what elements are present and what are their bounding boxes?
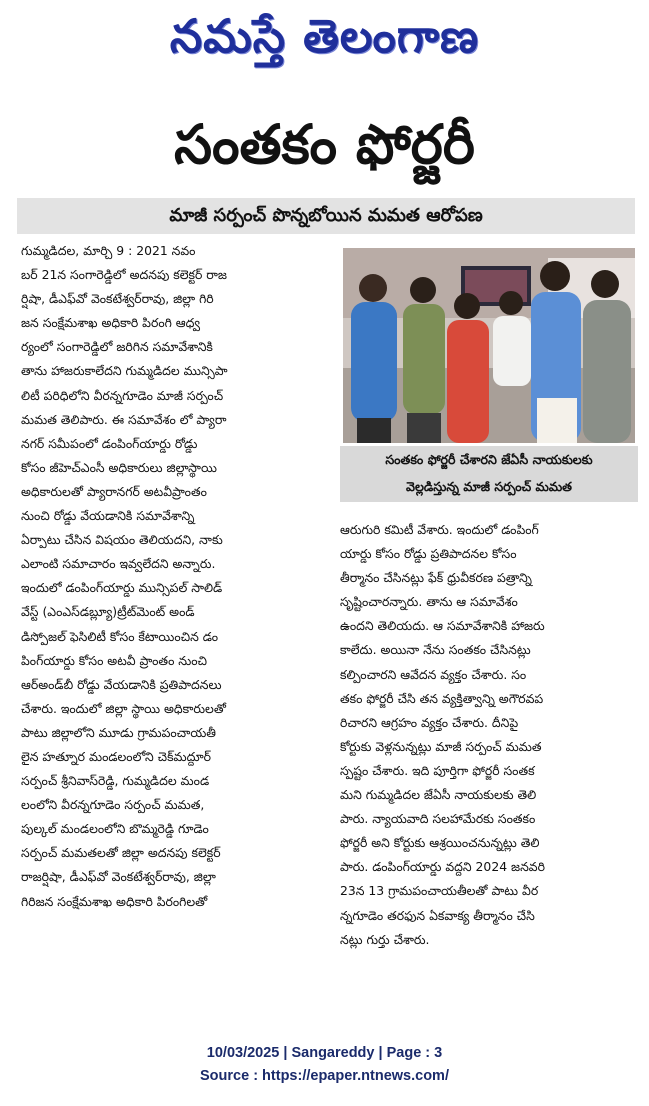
left-column-text: గుమ్మడిదల, మార్చి 9 : 2021 నవం బర్ 21న సంగారెడ్డిలో అదనపు కలెక్టర్ రాజ ర్షిషా, డీఎఫ్‌వో వెంకటేశ్వర్‌రావు, జిల్లా గిరి జన సంక్షేమశాఖ అధికారి పిరంగి ఆధ్వ ర్యంలో సంగారెడ్డిలో జరిగిన సమావేశానికి తాను హాజరుకాలేదని గుమ్మడిదల మున్సిపా లిటీ పరిధిలోని వీరన్నగూడెం మాజీ సర్పంచ్ మమత తెలిపారు. ఈ సమావేశం లో ప్యారా నగర్ సమీపంలో డంపింగ్‌యార్డు రోడ్డు కోసం జీహెచ్‌ఎంసీ అధికారులు జిల్లాస్థాయి అధికారులతో ప్యారానగర్ అటవీప్రాంతం నుంచి రోడ్డు వేయడానికి సమావేశాన్ని ఏర్పాటు చేసిన విషయం తెలియదని, నాకు ఎలాంటి సమాచారం ఇవ్వలేదని అన్నారు. ఇందులో డంపింగ్‌యార్డు మున్సిపల్ సాలిడ్ వేస్ట్ (ఎంఎస్‌డబ్ల్యూ)ట్రీట్‌మెంట్ అండ్ డిస్పోజల్ ఫెసిలిటీ కోసం కేటాయించిన డం పింగ్‌యార్డు కోసం అటవీ ప్రాంతం నుంచి ఆర్‌అండ్‌బీ రోడ్డు వేయడానికి ప్రతిపాదనలు చేశారు. ఇందులో జిల్లా స్థాయి అధికారులతో పాటు జిల్లాలోని మూడు గ్రామపంచాయతీ లైన హత్నూర మండలంలోని చెక్‌మద్దూర్ సర్పంచ్ శ్రీనివాస్‌రెడ్డి, గుమ్మడిదల మండ లంలోని వీరన్నగూడెం సర్పంచ్ మమత, పుల్కల్ మండలంలోని బొమ్మరెడ్డి గూడెం సర్పంచ్ మమతలతో జిల్లా అదనపు కలెక్టర్ రాజర్షిషా, డీఎఫ్‌వో వెంకటేశ్వర్‌రావు, జిల్లా గిరిజన సంక్షేమశాఖ అధికారి పిరంగిలతో: [21, 243, 228, 909]
article-subheadline: [17, 198, 635, 234]
right-column-text: ఆరుగురి కమిటీ వేశారు. ఇందులో డంపింగ్ యార్డు కోసం రోడ్డు ప్రతిపాదనల కోసం తీర్మానం చేసినట్లు ఫేక్ ధ్రువీకరణ పత్రాన్ని సృష్టించారన్నారు. తాను ఆ సమావేశం ఉందని తెలియదు. ఆ సమావేశానికి హాజరు కాలేదు. అయినా నేను సంతకం చేసినట్లు కల్పించారని ఆవేదన వ్యక్తం చేశారు. సం తకం ఫోర్జరీ చేసి తన వ్యక్తిత్వాన్ని అగౌరవప రిచారని ఆగ్రహం వ్యక్తం చేశారు. దీనిపై కోర్టుకు వెళ్లనున్నట్లు మాజీ సర్పంచ్ మమత స్పష్టం చేశారు. ఇది పూర్తిగా ఫోర్జరీ సంతక మని గుమ్మడిదల జేఏసీ నాయకులకు తెలి పారు. న్యాయవాది సలహామేరకు సంతకం ఫోర్జరీ అని కోర్టుకు ఆశ్రయించనున్నట్లు తెలి పారు. డంపింగ్‌యార్డు వద్దని 2024 జనవరి 23న 13 గ్రామపంచాయతీలతో పాటు వీర న్నగూడెం తరఫున ఏకవాక్య తీర్మానం చేసి నట్లు గుర్తు చేశారు.: [340, 522, 545, 947]
subheadline-text: మాజీ సర్పంచ్ పొన్నబోయిన మమత ఆరోపణ: [169, 205, 483, 226]
edition-info: 10/03/2025 | Sangareddy | Page : 3: [206, 1045, 443, 1061]
article-body-right-column: [340, 518, 636, 952]
masthead-title: నమస్తే తెలంగాణ: [169, 9, 480, 63]
article-body-left-column: [21, 239, 317, 914]
group-photo-illustration: [343, 248, 635, 443]
source-link[interactable]: Source : https://epaper.ntnews.com/: [200, 1068, 449, 1084]
caption-line-2: వెల్లడిస్తున్న మాజీ సర్పంచ్ మమత: [406, 479, 572, 494]
page-footer: [0, 1042, 649, 1088]
caption-line-1: సంతకం ఫోర్జరీ చేశారని జేఏసీ నాయకులకు: [385, 452, 593, 467]
headline-text: సంతకం ఫోర్జరీ: [174, 112, 475, 176]
newspaper-masthead: [0, 8, 649, 64]
news-photo: [343, 248, 635, 443]
article-headline: [0, 108, 649, 180]
photo-caption: [340, 446, 638, 502]
